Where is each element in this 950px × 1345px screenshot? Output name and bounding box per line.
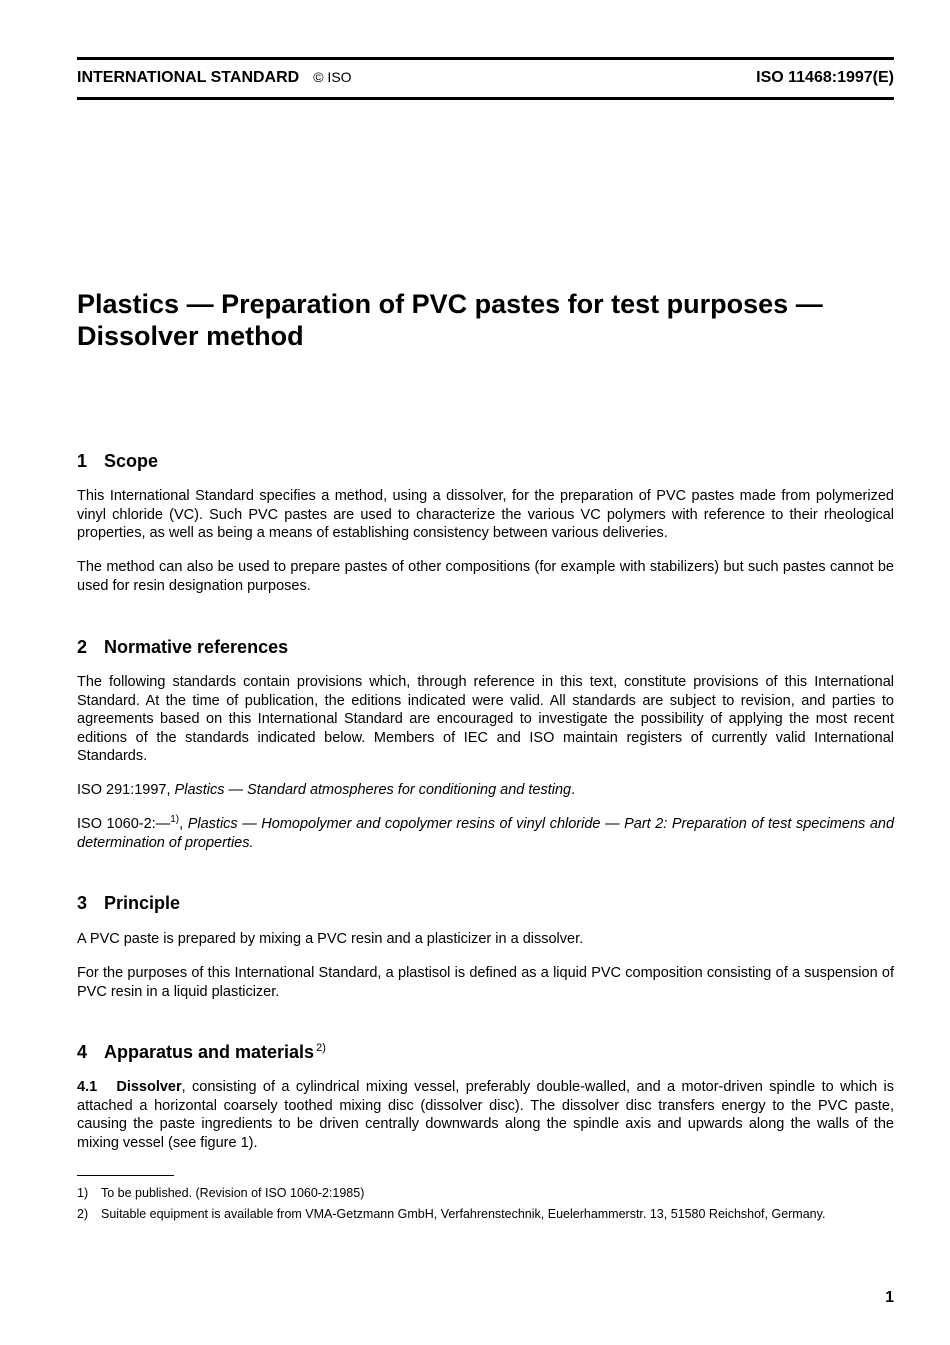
principle-paragraph-1: A PVC paste is prepared by mixing a PVC resin and a plasticizer in a dissolver. bbox=[77, 931, 584, 947]
reference-code: ISO 1060-2:— bbox=[77, 816, 171, 832]
reference-code: ISO 291:1997, bbox=[77, 782, 175, 798]
header-top-rule bbox=[77, 57, 894, 60]
page-number: 1 bbox=[885, 1289, 894, 1306]
section-title: Scope bbox=[104, 451, 159, 471]
footnote-marker: 1) bbox=[170, 814, 180, 826]
reference-title: Plastics — Homopolymer and copolymer resins of vinyl chloride — Part 2: Preparation of test specimens and determination of properties. bbox=[77, 816, 895, 851]
footnote-text: To be published. (Revision of ISO 1060-2:1985) bbox=[101, 1186, 365, 1200]
footnote-1 bbox=[77, 1185, 894, 1202]
doc-type: INTERNATIONAL STANDARD bbox=[77, 69, 300, 86]
section-number: 2 bbox=[77, 637, 88, 657]
section-number: 3 bbox=[77, 893, 88, 913]
document-title bbox=[77, 288, 894, 352]
footnote-marker: 2) bbox=[316, 1042, 326, 1054]
principle-paragraph-2: For the purposes of this International Standard, a plastisol is defined as a liquid PVC composition consisting of a suspension of PVC resin in a liquid plasticizer. bbox=[77, 965, 894, 1000]
section-heading-principle bbox=[77, 893, 894, 914]
footnote-separator bbox=[77, 1175, 174, 1176]
section-heading-normative-references bbox=[77, 637, 894, 658]
section-number: 4 bbox=[77, 1042, 88, 1062]
section-title: Normative references bbox=[104, 637, 289, 657]
subclause-number: 4.1 bbox=[77, 1079, 98, 1095]
subclause-4-1 bbox=[77, 1078, 894, 1152]
scope-paragraph-2: The method can also be used to prepare pastes of other compositions (for example with stabilizers) but such pastes cannot be used for resin designation purposes. bbox=[77, 559, 894, 594]
header-left bbox=[77, 69, 352, 87]
scope-paragraph-1: This International Standard specifies a method, using a dissolver, for the preparation of PVC pastes made from polymerized vinyl chloride (VC). Such PVC pastes are used to characterize the various VC polymers with reference to their rheological properties, as well as being a means of establishing consistency between various deliveries. bbox=[77, 488, 894, 542]
section-title: Principle bbox=[104, 893, 181, 913]
header-bottom-rule bbox=[77, 97, 894, 100]
footnote-text: Suitable equipment is available from VMA-Getzmann GmbH, Verfahrenstechnik, Euelerhammerstr. 13, 51580 Reichshof, Germany. bbox=[101, 1207, 826, 1221]
normative-reference-2: ISO 1060-2:—$^{1)}$, Plastics — Homopolymer and copolymer resins of vinyl chloride — Part 2: Preparation of test specimens and determination of properties. bbox=[77, 814, 895, 851]
reference-title: Plastics — Standard atmospheres for conditioning and testing bbox=[174, 782, 572, 798]
section-number: 1 bbox=[77, 451, 88, 471]
title-line-2: Dissolver method bbox=[77, 321, 304, 351]
subclause-term: Dissolver bbox=[116, 1079, 182, 1095]
footnote-number: 2) bbox=[77, 1207, 89, 1221]
footnote-2 bbox=[77, 1206, 894, 1223]
section-heading-scope bbox=[77, 451, 894, 472]
normative-paragraph: The following standards contain provisions which, through reference in this text, constitute provisions of this International Standard. At the time of publication, the editions indicated were valid. All standards are subject to revision, and parties to agreements based on this International Standard are encouraged to investigate the possibility of applying the most recent editions of the standards indicated below. Members of IEC and ISO maintain registers of currently valid International Standards. bbox=[77, 674, 894, 765]
footnote-number: 1) bbox=[77, 1186, 89, 1200]
doc-number: ISO 11468:1997(E) bbox=[756, 69, 894, 86]
section-heading-apparatus bbox=[77, 1042, 894, 1063]
normative-reference-1: ISO 291:1997, Plastics — Standard atmospheres for conditioning and testing. bbox=[77, 782, 576, 798]
title-line-1: Plastics — Preparation of PVC pastes for test purposes — bbox=[77, 289, 823, 319]
copyright-notice: © ISO bbox=[313, 69, 352, 85]
section-title: Apparatus and materials bbox=[104, 1042, 315, 1062]
subclause-text: , consisting of a cylindrical mixing vessel, preferably double-walled, and a motor-driven spindle to which is attached a horizontal coarsely toothed mixing disc (dissolver disc). The dissolver disc transfers energy to the PVC paste, causing the paste ingredients to be driven centrally downwards along the spindle axis and upwards along the walls of the mixing vessel (see figure 1). bbox=[77, 1079, 894, 1151]
